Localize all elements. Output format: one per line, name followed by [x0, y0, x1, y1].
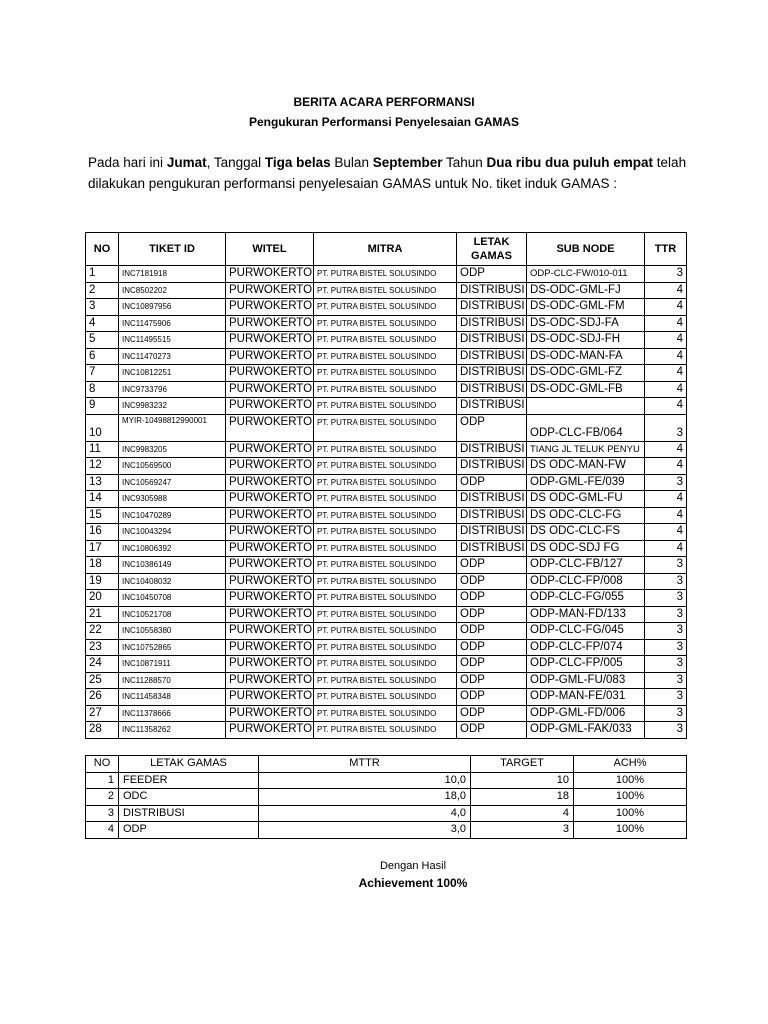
- result-label: Dengan Hasil: [379, 860, 447, 872]
- cell-sub-node: ODP-GML-FAK/033: [527, 722, 645, 739]
- cell-witel: PURWOKERTO: [226, 672, 314, 689]
- cell-letak-gamas: DISTRIBUSI: [457, 458, 527, 475]
- cell-witel: PURWOKERTO: [226, 606, 314, 623]
- cell-letak-gamas: DISTRIBUSI: [457, 365, 527, 382]
- cell-mitra: PT. PUTRA BISTEL SOLUSINDO: [314, 381, 457, 398]
- table-row: [86, 381, 687, 398]
- cell-mitra: PT. PUTRA BISTEL SOLUSINDO: [314, 458, 457, 475]
- cell-sub-node: DS ODC-GML-FU: [527, 491, 645, 508]
- cell-tiket-id: INC8502202: [119, 282, 226, 299]
- cell-sub-node: DS ODC-CLC-FG: [527, 507, 645, 524]
- cell-letak-gamas: ODP: [457, 623, 527, 640]
- cell-sub-node: ODP-CLC-FW/010-011: [527, 266, 645, 283]
- document-title: BERITA ACARA PERFORMANSI: [293, 95, 475, 109]
- cell-witel: PURWOKERTO: [226, 266, 314, 283]
- table-row: [86, 590, 687, 607]
- table-row: [86, 573, 687, 590]
- cell-letak-gamas: DISTRIBUSI: [457, 398, 527, 415]
- table-row: [86, 266, 687, 283]
- summary-cell-ach: 100%: [574, 789, 687, 806]
- cell-witel: PURWOKERTO: [226, 348, 314, 365]
- table-row: [86, 623, 687, 640]
- summary-cell-no: 3: [86, 805, 119, 822]
- cell-mitra: PT. PUTRA BISTEL SOLUSINDO: [314, 491, 457, 508]
- col-header-witel: WITEL: [226, 233, 314, 266]
- summary-cell-target: 3: [471, 822, 574, 839]
- cell-tiket-id: INC11475906: [119, 315, 226, 332]
- intro-text: Pada hari ini: [88, 155, 167, 170]
- table-row: [86, 299, 687, 316]
- cell-sub-node: [527, 398, 645, 415]
- intro-line-2: dilakukan pengukuran performansi penyelesaian GAMAS untuk No. tiket induk GAMAS :: [88, 176, 618, 191]
- cell-tiket-id: INC10386149: [119, 557, 226, 574]
- cell-letak-gamas: ODP: [457, 573, 527, 590]
- cell-letak-gamas: ODP: [457, 557, 527, 574]
- cell-no: 3: [86, 299, 119, 316]
- table-row: [86, 540, 687, 557]
- cell-ttr: 3: [645, 606, 687, 623]
- cell-letak-gamas: DISTRIBUSI: [457, 299, 527, 316]
- cell-no: 21: [86, 606, 119, 623]
- cell-no: 20: [86, 590, 119, 607]
- summary-cell-target: 4: [471, 805, 574, 822]
- cell-ttr: 3: [645, 414, 687, 441]
- cell-ttr: 4: [645, 365, 687, 382]
- cell-sub-node: ODP-CLC-FP/074: [527, 639, 645, 656]
- cell-tiket-id: INC11378666: [119, 705, 226, 722]
- cell-witel: PURWOKERTO: [226, 458, 314, 475]
- cell-witel: PURWOKERTO: [226, 491, 314, 508]
- cell-mitra: PT. PUTRA BISTEL SOLUSINDO: [314, 623, 457, 640]
- cell-ttr: 4: [645, 458, 687, 475]
- cell-sub-node: TIANG JL TELUK PENYU: [527, 441, 645, 458]
- cell-letak-gamas: DISTRIBUSI: [457, 507, 527, 524]
- cell-ttr: 3: [645, 722, 687, 739]
- cell-letak-gamas: DISTRIBUSI: [457, 491, 527, 508]
- table-row: [86, 282, 687, 299]
- cell-no: 5: [86, 332, 119, 349]
- cell-witel: PURWOKERTO: [226, 623, 314, 640]
- cell-mitra: PT. PUTRA BISTEL SOLUSINDO: [314, 474, 457, 491]
- summary-cell-ach: 100%: [574, 822, 687, 839]
- cell-tiket-id: INC9983205: [119, 441, 226, 458]
- cell-witel: PURWOKERTO: [226, 722, 314, 739]
- cell-tiket-id: INC10897956: [119, 299, 226, 316]
- cell-letak-gamas: DISTRIBUSI: [457, 315, 527, 332]
- summary-table: [85, 755, 687, 839]
- cell-mitra: PT. PUTRA BISTEL SOLUSINDO: [314, 705, 457, 722]
- cell-no: 11: [86, 441, 119, 458]
- summary-row: [86, 789, 687, 806]
- cell-letak-gamas: DISTRIBUSI: [457, 348, 527, 365]
- cell-tiket-id: INC10450708: [119, 590, 226, 607]
- summary-header-mttr: MTTR: [259, 756, 471, 773]
- document-subtitle: Pengukuran Performansi Penyelesaian GAMAS: [248, 115, 520, 129]
- cell-letak-gamas: ODP: [457, 672, 527, 689]
- summary-table-header: [86, 756, 687, 773]
- cell-sub-node: ODP-CLC-FB/127: [527, 557, 645, 574]
- cell-witel: PURWOKERTO: [226, 524, 314, 541]
- cell-letak-gamas: ODP: [457, 606, 527, 623]
- summary-cell-letak: DISTRIBUSI: [119, 805, 259, 822]
- cell-witel: PURWOKERTO: [226, 507, 314, 524]
- cell-letak-gamas: ODP: [457, 414, 527, 441]
- cell-letak-gamas: ODP: [457, 722, 527, 739]
- cell-mitra: PT. PUTRA BISTEL SOLUSINDO: [314, 299, 457, 316]
- achievement-result: Achievement 100%: [358, 876, 468, 890]
- cell-no: 24: [86, 656, 119, 673]
- summary-cell-ach: 100%: [574, 805, 687, 822]
- cell-tiket-id: INC10806392: [119, 540, 226, 557]
- cell-tiket-id: MYIR-10498812990001: [119, 414, 226, 441]
- table-row: [86, 315, 687, 332]
- cell-sub-node: DS ODC-CLC-FS: [527, 524, 645, 541]
- cell-tiket-id: INC10752865: [119, 639, 226, 656]
- cell-sub-node: DS ODC-MAN-FW: [527, 458, 645, 475]
- table-row: [86, 722, 687, 739]
- cell-mitra: PT. PUTRA BISTEL SOLUSINDO: [314, 282, 457, 299]
- cell-witel: PURWOKERTO: [226, 299, 314, 316]
- cell-letak-gamas: ODP: [457, 474, 527, 491]
- summary-row: [86, 822, 687, 839]
- cell-tiket-id: INC10521708: [119, 606, 226, 623]
- cell-sub-node: DS-ODC-GML-FJ: [527, 282, 645, 299]
- cell-no: 26: [86, 689, 119, 706]
- table-row: [86, 458, 687, 475]
- cell-tiket-id: INC11458348: [119, 689, 226, 706]
- cell-sub-node: ODP-CLC-FG/055: [527, 590, 645, 607]
- col-header-letak-gamas: LETAK GAMAS: [457, 233, 527, 266]
- cell-mitra: PT. PUTRA BISTEL SOLUSINDO: [314, 332, 457, 349]
- cell-tiket-id: INC10408032: [119, 573, 226, 590]
- cell-no: 4: [86, 315, 119, 332]
- table-row: [86, 441, 687, 458]
- cell-letak-gamas: ODP: [457, 656, 527, 673]
- cell-letak-gamas: ODP: [457, 266, 527, 283]
- cell-witel: PURWOKERTO: [226, 474, 314, 491]
- cell-letak-gamas: ODP: [457, 689, 527, 706]
- cell-ttr: 4: [645, 282, 687, 299]
- cell-mitra: PT. PUTRA BISTEL SOLUSINDO: [314, 590, 457, 607]
- cell-tiket-id: INC11495515: [119, 332, 226, 349]
- intro-date: Tiga belas: [264, 155, 331, 170]
- cell-sub-node: DS-ODC-GML-FB: [527, 381, 645, 398]
- cell-letak-gamas: DISTRIBUSI: [457, 282, 527, 299]
- summary-cell-mttr: 4,0: [259, 805, 471, 822]
- cell-mitra: PT. PUTRA BISTEL SOLUSINDO: [314, 672, 457, 689]
- cell-mitra: PT. PUTRA BISTEL SOLUSINDO: [314, 398, 457, 415]
- cell-ttr: 3: [645, 689, 687, 706]
- table-row: [86, 606, 687, 623]
- cell-witel: PURWOKERTO: [226, 282, 314, 299]
- cell-mitra: PT. PUTRA BISTEL SOLUSINDO: [314, 524, 457, 541]
- cell-witel: PURWOKERTO: [226, 656, 314, 673]
- summary-cell-ach: 100%: [574, 772, 687, 789]
- cell-sub-node: DS-ODC-GML-FM: [527, 299, 645, 316]
- summary-cell-mttr: 3,0: [259, 822, 471, 839]
- cell-mitra: PT. PUTRA BISTEL SOLUSINDO: [314, 656, 457, 673]
- cell-ttr: 3: [645, 557, 687, 574]
- cell-no: 10: [86, 414, 119, 441]
- summary-cell-target: 18: [471, 789, 574, 806]
- cell-letak-gamas: DISTRIBUSI: [457, 524, 527, 541]
- cell-ttr: 4: [645, 348, 687, 365]
- ticket-table-header: [86, 233, 687, 266]
- table-row: [86, 474, 687, 491]
- cell-ttr: 3: [645, 474, 687, 491]
- cell-witel: PURWOKERTO: [226, 705, 314, 722]
- cell-ttr: 4: [645, 507, 687, 524]
- cell-ttr: 3: [645, 623, 687, 640]
- intro-paragraph: [88, 152, 688, 194]
- cell-ttr: 4: [645, 398, 687, 415]
- intro-text: telah: [653, 155, 687, 170]
- table-row: [86, 524, 687, 541]
- cell-ttr: 4: [645, 332, 687, 349]
- cell-no: 14: [86, 491, 119, 508]
- cell-mitra: PT. PUTRA BISTEL SOLUSINDO: [314, 348, 457, 365]
- summary-header-no: NO: [86, 756, 119, 773]
- table-row: [86, 689, 687, 706]
- summary-cell-no: 2: [86, 789, 119, 806]
- cell-no: 9: [86, 398, 119, 415]
- summary-row: [86, 805, 687, 822]
- cell-sub-node: ODP-CLC-FG/045: [527, 623, 645, 640]
- cell-no: 28: [86, 722, 119, 739]
- summary-cell-letak: ODP: [119, 822, 259, 839]
- cell-mitra: PT. PUTRA BISTEL SOLUSINDO: [314, 606, 457, 623]
- cell-ttr: 4: [645, 491, 687, 508]
- cell-tiket-id: INC10470289: [119, 507, 226, 524]
- cell-witel: PURWOKERTO: [226, 639, 314, 656]
- cell-sub-node: ODP-CLC-FB/064: [527, 414, 645, 441]
- table-row: [86, 491, 687, 508]
- cell-no: 7: [86, 365, 119, 382]
- intro-day: Jumat: [166, 155, 207, 170]
- cell-letak-gamas: DISTRIBUSI: [457, 540, 527, 557]
- cell-witel: PURWOKERTO: [226, 590, 314, 607]
- cell-no: 22: [86, 623, 119, 640]
- cell-mitra: PT. PUTRA BISTEL SOLUSINDO: [314, 540, 457, 557]
- summary-cell-letak: ODC: [119, 789, 259, 806]
- table-row: [86, 557, 687, 574]
- cell-ttr: 3: [645, 590, 687, 607]
- cell-letak-gamas: ODP: [457, 639, 527, 656]
- intro-month: September: [372, 155, 443, 170]
- cell-tiket-id: INC10812251: [119, 365, 226, 382]
- cell-witel: PURWOKERTO: [226, 365, 314, 382]
- cell-sub-node: ODP-GML-FU/083: [527, 672, 645, 689]
- summary-cell-mttr: 18,0: [259, 789, 471, 806]
- cell-ttr: 3: [645, 266, 687, 283]
- cell-tiket-id: INC11288570: [119, 672, 226, 689]
- table-row: [86, 365, 687, 382]
- cell-witel: PURWOKERTO: [226, 441, 314, 458]
- cell-witel: PURWOKERTO: [226, 540, 314, 557]
- cell-tiket-id: INC10043294: [119, 524, 226, 541]
- cell-ttr: 3: [645, 639, 687, 656]
- table-row: [86, 672, 687, 689]
- cell-witel: PURWOKERTO: [226, 573, 314, 590]
- table-row: [86, 705, 687, 722]
- ticket-table: [85, 232, 687, 739]
- col-header-ttr: TTR: [645, 233, 687, 266]
- cell-mitra: PT. PUTRA BISTEL SOLUSINDO: [314, 557, 457, 574]
- cell-tiket-id: INC10569500: [119, 458, 226, 475]
- intro-year: Dua ribu dua puluh empat: [486, 155, 654, 170]
- summary-header-letak: LETAK GAMAS: [119, 756, 259, 773]
- cell-sub-node: ODP-GML-FD/006: [527, 705, 645, 722]
- cell-mitra: PT. PUTRA BISTEL SOLUSINDO: [314, 639, 457, 656]
- cell-sub-node: DS-ODC-GML-FZ: [527, 365, 645, 382]
- summary-cell-no: 1: [86, 772, 119, 789]
- cell-witel: PURWOKERTO: [226, 332, 314, 349]
- col-header-no: NO: [86, 233, 119, 266]
- cell-mitra: PT. PUTRA BISTEL SOLUSINDO: [314, 689, 457, 706]
- cell-letak-gamas: DISTRIBUSI: [457, 381, 527, 398]
- summary-row: [86, 772, 687, 789]
- cell-no: 17: [86, 540, 119, 557]
- cell-sub-node: ODP-MAN-FD/133: [527, 606, 645, 623]
- cell-witel: PURWOKERTO: [226, 398, 314, 415]
- cell-witel: PURWOKERTO: [226, 381, 314, 398]
- cell-ttr: 4: [645, 315, 687, 332]
- cell-mitra: PT. PUTRA BISTEL SOLUSINDO: [314, 266, 457, 283]
- cell-witel: PURWOKERTO: [226, 315, 314, 332]
- intro-text: Tahun: [442, 155, 487, 170]
- cell-no: 27: [86, 705, 119, 722]
- cell-sub-node: DS ODC-SDJ FG: [527, 540, 645, 557]
- summary-header-ach: ACH%: [574, 756, 687, 773]
- cell-sub-node: DS-ODC-SDJ-FH: [527, 332, 645, 349]
- cell-ttr: 3: [645, 656, 687, 673]
- cell-witel: PURWOKERTO: [226, 557, 314, 574]
- cell-sub-node: ODP-GML-FE/039: [527, 474, 645, 491]
- cell-witel: PURWOKERTO: [226, 689, 314, 706]
- cell-no: 19: [86, 573, 119, 590]
- table-row: [86, 398, 687, 415]
- cell-mitra: PT. PUTRA BISTEL SOLUSINDO: [314, 573, 457, 590]
- intro-text: , Tanggal: [206, 155, 265, 170]
- cell-tiket-id: INC9733796: [119, 381, 226, 398]
- cell-sub-node: ODP-CLC-FP/008: [527, 573, 645, 590]
- cell-tiket-id: INC7181918: [119, 266, 226, 283]
- cell-mitra: PT. PUTRA BISTEL SOLUSINDO: [314, 722, 457, 739]
- cell-no: 1: [86, 266, 119, 283]
- cell-tiket-id: INC9983232: [119, 398, 226, 415]
- cell-no: 2: [86, 282, 119, 299]
- cell-letak-gamas: DISTRIBUSI: [457, 332, 527, 349]
- cell-tiket-id: INC10871911: [119, 656, 226, 673]
- summary-header-target: TARGET: [471, 756, 574, 773]
- cell-no: 23: [86, 639, 119, 656]
- col-header-sub-node: SUB NODE: [527, 233, 645, 266]
- cell-no: 16: [86, 524, 119, 541]
- cell-witel: PURWOKERTO: [226, 414, 314, 441]
- col-header-mitra: MITRA: [314, 233, 457, 266]
- intro-text: Bulan: [330, 155, 373, 170]
- cell-tiket-id: INC10569247: [119, 474, 226, 491]
- cell-no: 6: [86, 348, 119, 365]
- cell-ttr: 4: [645, 299, 687, 316]
- cell-tiket-id: INC9305988: [119, 491, 226, 508]
- cell-no: 13: [86, 474, 119, 491]
- cell-letak-gamas: DISTRIBUSI: [457, 441, 527, 458]
- summary-cell-mttr: 10,0: [259, 772, 471, 789]
- cell-mitra: PT. PUTRA BISTEL SOLUSINDO: [314, 414, 457, 441]
- cell-letak-gamas: ODP: [457, 590, 527, 607]
- cell-no: 8: [86, 381, 119, 398]
- cell-ttr: 4: [645, 381, 687, 398]
- cell-ttr: 4: [645, 441, 687, 458]
- cell-ttr: 4: [645, 540, 687, 557]
- cell-ttr: 3: [645, 573, 687, 590]
- cell-tiket-id: INC10558380: [119, 623, 226, 640]
- cell-ttr: 3: [645, 705, 687, 722]
- cell-no: 15: [86, 507, 119, 524]
- table-row: [86, 332, 687, 349]
- cell-no: 25: [86, 672, 119, 689]
- cell-mitra: PT. PUTRA BISTEL SOLUSINDO: [314, 507, 457, 524]
- cell-tiket-id: INC11358262: [119, 722, 226, 739]
- cell-sub-node: ODP-CLC-FP/005: [527, 656, 645, 673]
- table-row: [86, 507, 687, 524]
- cell-mitra: PT. PUTRA BISTEL SOLUSINDO: [314, 365, 457, 382]
- summary-cell-no: 4: [86, 822, 119, 839]
- col-header-tiket-id: TIKET ID: [119, 233, 226, 266]
- table-row: [86, 414, 687, 441]
- cell-ttr: 4: [645, 524, 687, 541]
- table-row: [86, 639, 687, 656]
- cell-no: 18: [86, 557, 119, 574]
- cell-no: 12: [86, 458, 119, 475]
- cell-tiket-id: INC11470273: [119, 348, 226, 365]
- summary-cell-target: 10: [471, 772, 574, 789]
- cell-ttr: 3: [645, 672, 687, 689]
- table-row: [86, 348, 687, 365]
- cell-letak-gamas: ODP: [457, 705, 527, 722]
- cell-mitra: PT. PUTRA BISTEL SOLUSINDO: [314, 441, 457, 458]
- cell-mitra: PT. PUTRA BISTEL SOLUSINDO: [314, 315, 457, 332]
- summary-cell-letak: FEEDER: [119, 772, 259, 789]
- cell-sub-node: DS-ODC-SDJ-FA: [527, 315, 645, 332]
- cell-sub-node: ODP-MAN-FE/031: [527, 689, 645, 706]
- cell-sub-node: DS-ODC-MAN-FA: [527, 348, 645, 365]
- table-row: [86, 656, 687, 673]
